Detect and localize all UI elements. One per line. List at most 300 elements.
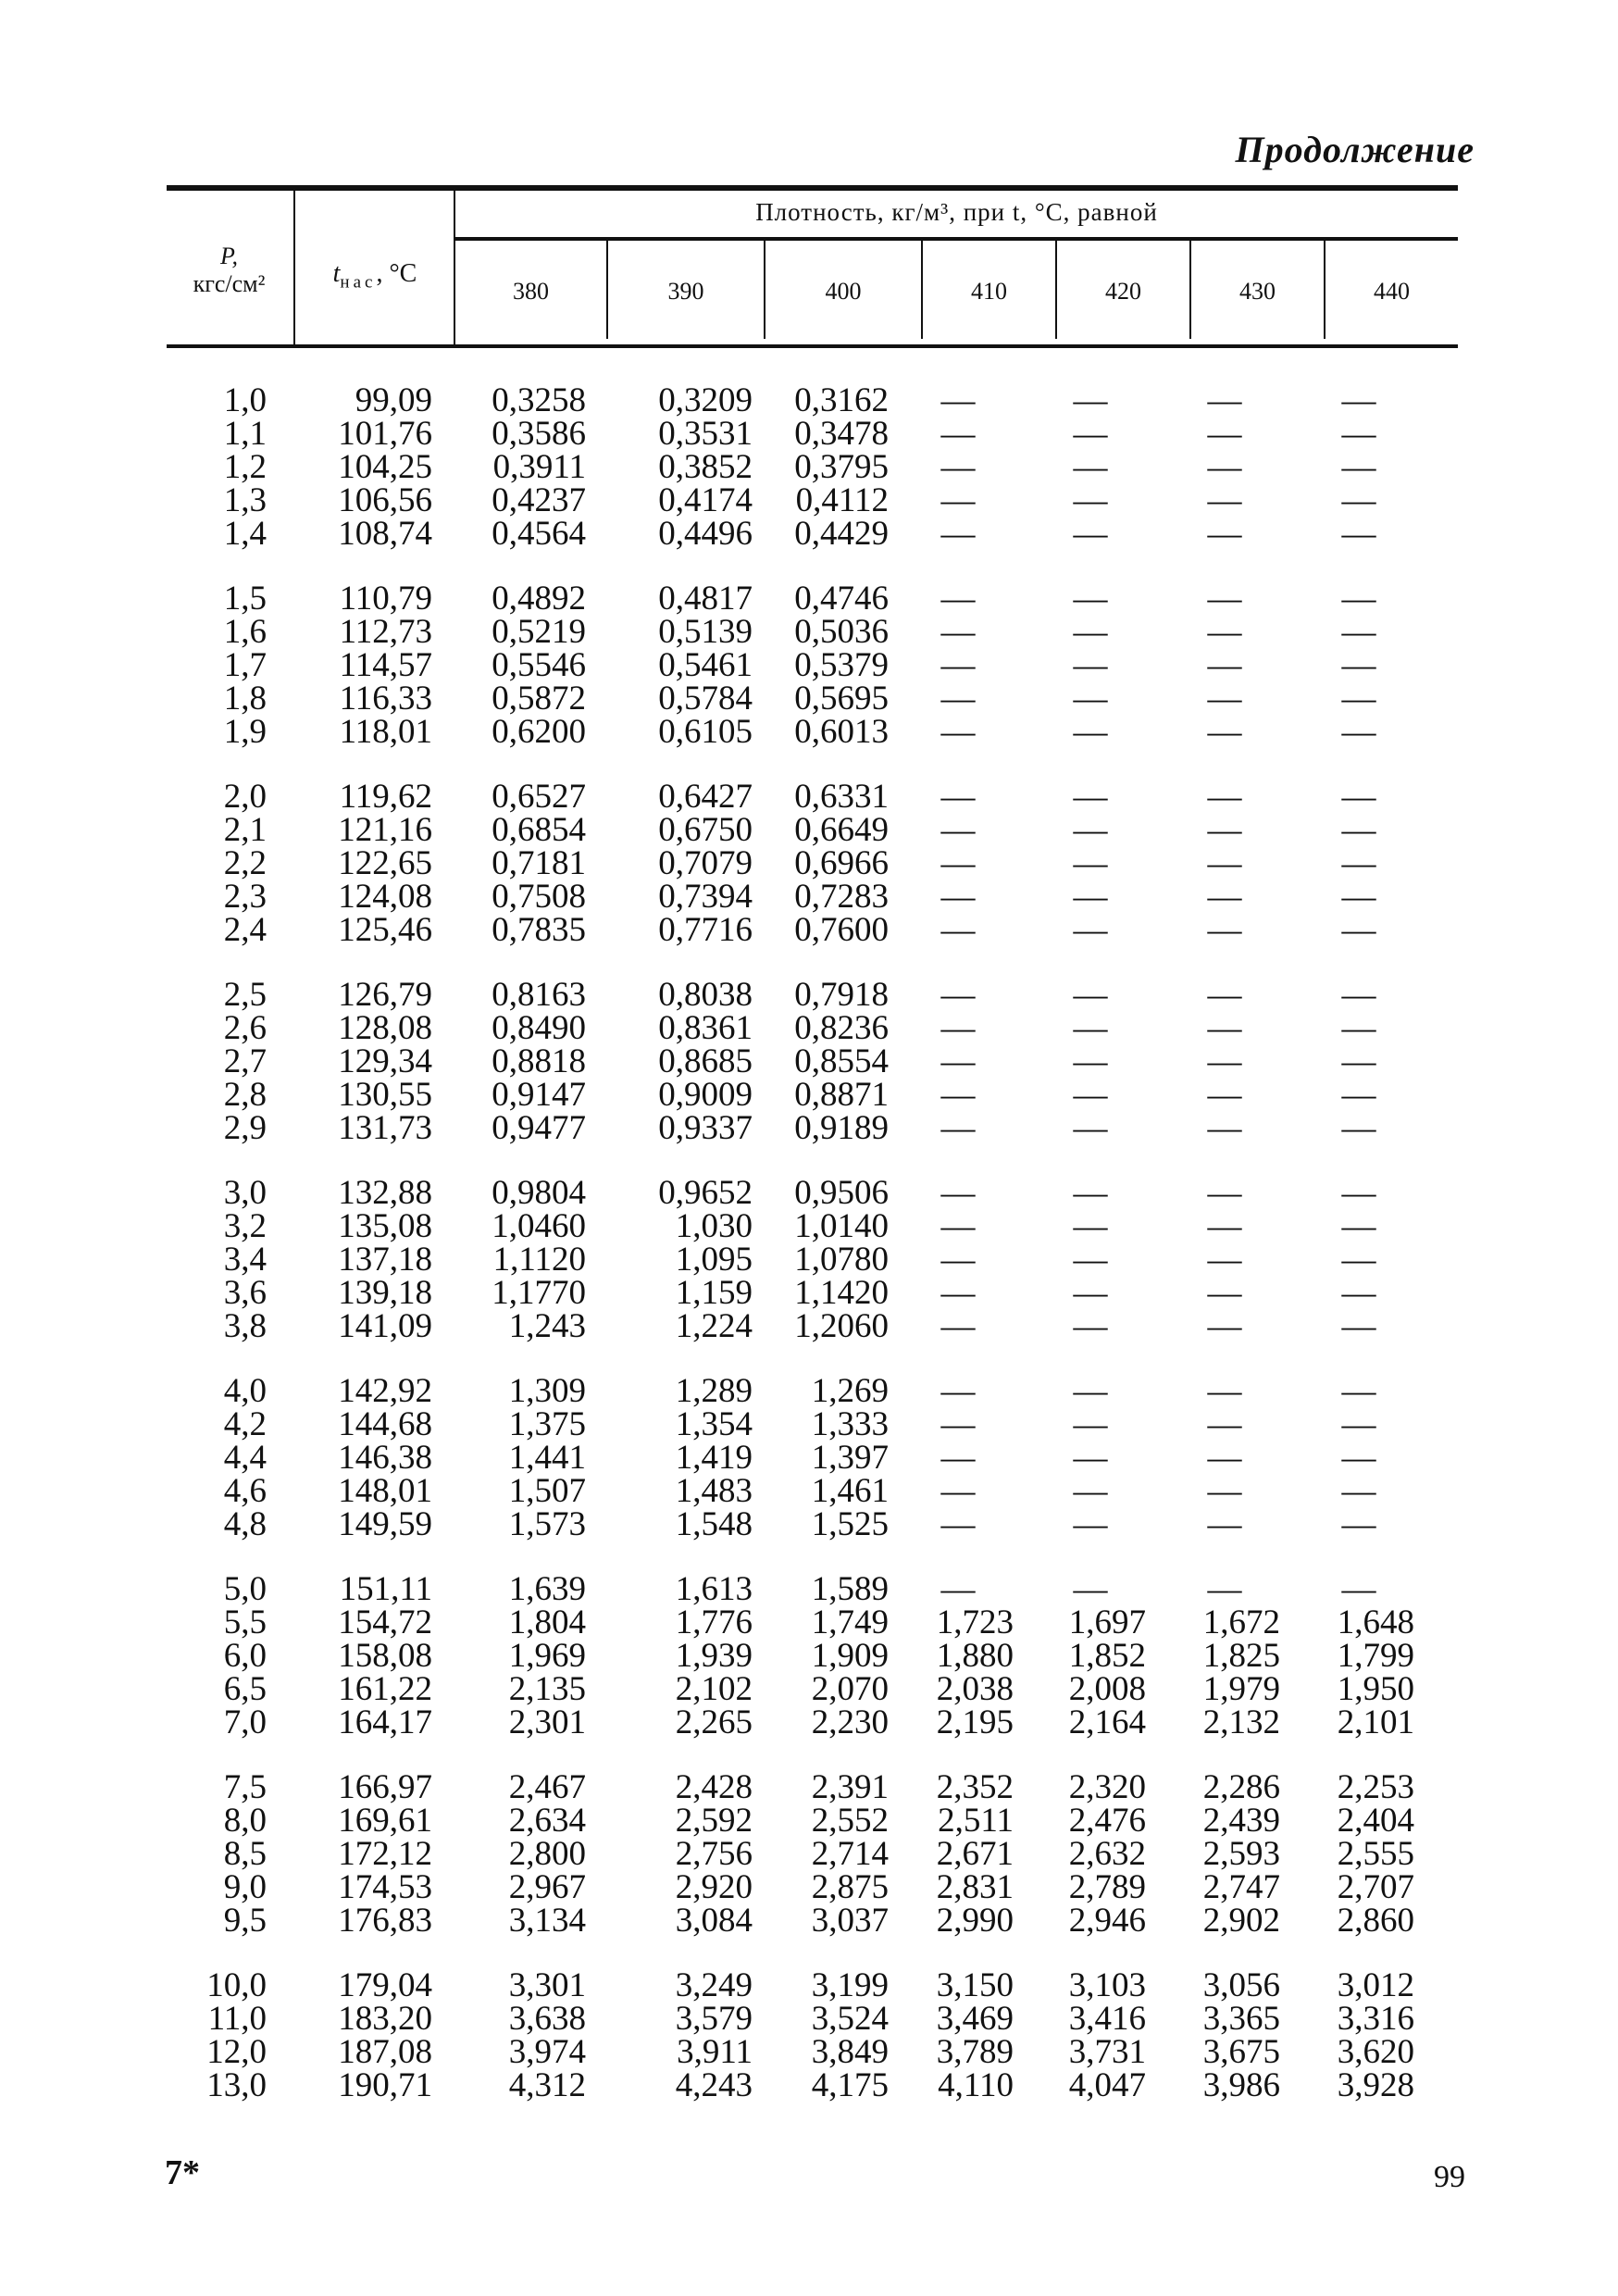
saturation-temp-column-header (296, 259, 454, 293)
table-cell: — (940, 1241, 976, 1279)
row-group (167, 1768, 1458, 1940)
table-cell: — (1341, 1505, 1376, 1543)
table-row (167, 713, 1458, 751)
table-cell: 1,4 (223, 515, 267, 553)
table-cell: 1,6 (223, 613, 267, 651)
table-cell: 3,2 (223, 1207, 267, 1245)
table-cell: 190,71 (338, 2066, 432, 2104)
table-cell: 2,7 (223, 1042, 267, 1080)
temp-header-380: 380 (513, 278, 549, 305)
table-cell: 0,5036 (794, 613, 889, 651)
table-cell: 2,967 (508, 1868, 586, 1906)
table-cell: — (1207, 844, 1242, 882)
table-cell: 122,65 (338, 844, 432, 882)
table-cell: 4,243 (675, 2066, 753, 2104)
table-cell: 0,4564 (492, 515, 586, 553)
table-cell: 0,7181 (492, 844, 586, 882)
temp-header-420: 420 (1105, 278, 1141, 305)
table-cell: — (1207, 1570, 1242, 1608)
table-cell: 166,97 (338, 1768, 432, 1806)
table-cell: — (940, 713, 976, 751)
table-cell: 8,5 (223, 1835, 267, 1873)
table-row (167, 780, 1458, 814)
table-cell: — (1341, 976, 1376, 1014)
table-cell: — (940, 1009, 976, 1047)
row-group (167, 1174, 1458, 1345)
table-cell: 0,4817 (658, 580, 753, 618)
table-cell: 1,799 (1337, 1637, 1414, 1675)
table-cell: 0,6854 (492, 811, 586, 849)
table-row (167, 2000, 1458, 2038)
table-cell: 2,634 (508, 1802, 586, 1840)
density-column-group-header: Плотность, кг/м³, при t, °C, равной (755, 198, 1158, 226)
table-cell: — (1341, 381, 1376, 419)
table-cell: — (940, 1405, 976, 1443)
table-cell: 1,548 (675, 1505, 753, 1543)
table-cell: 0,3586 (492, 415, 586, 453)
table-cell: — (1207, 713, 1242, 751)
table-cell: 2,831 (936, 1868, 1014, 1906)
table-cell: — (940, 811, 976, 849)
table-cell: — (940, 878, 976, 916)
table-cell: 3,911 (677, 2033, 753, 2071)
table-cell: 161,22 (338, 1670, 432, 1708)
table-cell: — (1073, 1174, 1108, 1212)
header-divider (293, 191, 295, 344)
table-cell: — (1341, 1405, 1376, 1443)
table-cell: — (1341, 1570, 1376, 1608)
table-cell: 3,103 (1068, 1966, 1146, 2004)
table-cell: 1,749 (811, 1603, 889, 1641)
table-cell: — (1207, 1472, 1242, 1510)
table-cell: 2,920 (675, 1868, 753, 1906)
table-cell: — (1073, 481, 1108, 519)
table-cell: — (940, 778, 976, 816)
table-cell: 0,3209 (658, 381, 753, 419)
table-cell: 0,3531 (658, 415, 753, 453)
table-cell: 2,552 (811, 1802, 889, 1840)
table-cell: — (1073, 448, 1108, 486)
table-cell: 2,404 (1337, 1802, 1414, 1840)
table-cell: 169,61 (338, 1802, 432, 1840)
table-cell: 5,5 (223, 1603, 267, 1641)
table-cell: 0,9009 (658, 1076, 753, 1114)
table-cell: 124,08 (338, 878, 432, 916)
table-cell: 1,2060 (794, 1307, 889, 1345)
table-cell: 146,38 (338, 1439, 432, 1477)
table-cell: — (1207, 911, 1242, 949)
table-cell: — (1207, 878, 1242, 916)
table-cell: 0,6649 (794, 811, 889, 849)
table-cell: 151,11 (339, 1570, 432, 1608)
table-cell: 0,9477 (492, 1109, 586, 1147)
table-cell: — (1341, 878, 1376, 916)
table-cell: 128,08 (338, 1009, 432, 1047)
table-cell: 6,0 (223, 1637, 267, 1675)
table-cell: 0,3911 (492, 448, 586, 486)
table-cell: — (1073, 778, 1108, 816)
table-cell: 0,8818 (492, 1042, 586, 1080)
table-cell: 3,928 (1337, 2066, 1414, 2104)
table-cell: 0,4237 (492, 481, 586, 519)
table-row (167, 1441, 1458, 1475)
table-cell: — (1073, 1472, 1108, 1510)
table-cell: — (1341, 415, 1376, 453)
table-cell: 3,301 (508, 1966, 586, 2004)
table-cell: 0,9652 (658, 1174, 753, 1212)
table-row (167, 1372, 1458, 1410)
table-row (167, 1637, 1458, 1675)
table-cell: — (1073, 911, 1108, 949)
table-cell: 11,0 (207, 2000, 267, 2038)
table-cell: 3,012 (1337, 1966, 1414, 2004)
table-cell: — (1207, 778, 1242, 816)
table-cell: 0,6013 (794, 713, 889, 751)
table-cell: 1,1770 (492, 1274, 586, 1312)
table-cell: 2,555 (1337, 1835, 1414, 1873)
table-row (167, 1603, 1458, 1641)
table-cell: 2,428 (675, 1768, 753, 1806)
pressure-symbol: P, (219, 243, 239, 269)
table-cell: 1,461 (811, 1472, 889, 1510)
table-cell: 137,18 (338, 1241, 432, 1279)
table-cell: — (1341, 1241, 1376, 1279)
table-cell: 179,04 (338, 1966, 432, 2004)
table-cell: 1,589 (811, 1570, 889, 1608)
table-cell: — (940, 911, 976, 949)
table-cell: 0,7079 (658, 844, 753, 882)
table-cell: 3,579 (675, 2000, 753, 2038)
table-cell: — (940, 976, 976, 1014)
table-row (167, 515, 1458, 553)
table-cell: — (1341, 1076, 1376, 1114)
table-cell: 0,9147 (492, 1076, 586, 1114)
table-row (167, 1868, 1458, 1906)
table-top-rule (167, 185, 1458, 191)
table-cell: 2,860 (1337, 1902, 1414, 1940)
table-cell: 0,6966 (794, 844, 889, 882)
table-cell: 0,5461 (658, 646, 753, 684)
table-cell: 4,175 (811, 2066, 889, 2104)
table-cell: 0,4174 (658, 481, 753, 519)
table-cell: — (940, 1109, 976, 1147)
table-cell: 4,8 (223, 1505, 267, 1543)
table-row (167, 646, 1458, 684)
table-cell: — (940, 1076, 976, 1114)
table-cell: 2,800 (508, 1835, 586, 1873)
table-cell: — (1073, 1439, 1108, 1477)
table-cell: — (1207, 646, 1242, 684)
table-cell: 0,4112 (795, 481, 889, 519)
table-row (167, 1670, 1458, 1708)
table-cell: 3,849 (811, 2033, 889, 2071)
table-cell: — (940, 1207, 976, 1245)
table-cell: 1,375 (508, 1405, 586, 1443)
table-cell: — (1207, 613, 1242, 651)
table-cell: 6,5 (223, 1670, 267, 1708)
table-cell: 0,6750 (658, 811, 753, 849)
table-cell: — (1207, 1405, 1242, 1443)
table-cell: 9,5 (223, 1902, 267, 1940)
table-cell: 0,8490 (492, 1009, 586, 1047)
table-cell: — (940, 1472, 976, 1510)
table-cell: 3,084 (675, 1902, 753, 1940)
row-group (167, 1966, 1458, 2104)
table-cell: 0,3258 (492, 381, 586, 419)
table-cell: — (1207, 1439, 1242, 1477)
row-group (167, 976, 1458, 1147)
table-row (167, 613, 1458, 651)
table-cell: 164,17 (338, 1703, 432, 1741)
table-cell: 8,0 (223, 1802, 267, 1840)
table-cell: — (1073, 713, 1108, 751)
table-cell: — (1073, 1505, 1108, 1543)
table-cell: 3,986 (1202, 2066, 1280, 2104)
table-row (167, 880, 1458, 914)
table-cell: 1,525 (811, 1505, 889, 1543)
table-cell: — (1207, 1009, 1242, 1047)
table-cell: 149,59 (338, 1505, 432, 1543)
table-cell: 2,038 (936, 1670, 1014, 1708)
table-cell: 2,0 (223, 778, 267, 816)
table-cell: — (1207, 1076, 1242, 1114)
table-row (167, 1274, 1458, 1312)
table-cell: 3,0 (223, 1174, 267, 1212)
table-cell: 13,0 (206, 2066, 267, 2104)
table-cell: — (1073, 1405, 1108, 1443)
table-cell: 1,697 (1068, 1603, 1146, 1641)
table-cell: 0,3162 (794, 381, 889, 419)
table-cell: — (940, 415, 976, 453)
table-cell: 172,12 (338, 1835, 432, 1873)
table-cell: 2,439 (1202, 1802, 1280, 1840)
continued-label: Продолжение (1235, 129, 1475, 170)
table-cell: — (1073, 1274, 1108, 1312)
table-cell: 2,391 (811, 1768, 889, 1806)
table-cell: 106,56 (338, 481, 432, 519)
table-cell: 0,6527 (492, 778, 586, 816)
table-cell: 176,83 (338, 1902, 432, 1940)
table-cell: — (1207, 415, 1242, 453)
table-cell: 104,25 (338, 448, 432, 486)
table-row (167, 481, 1458, 519)
table-row (167, 415, 1458, 453)
table-cell: 7,5 (223, 1768, 267, 1806)
table-cell: 1,573 (508, 1505, 586, 1543)
table-cell: 0,5379 (794, 646, 889, 684)
pressure-unit: кгс/см² (193, 270, 266, 297)
table-cell: 0,9804 (492, 1174, 586, 1212)
table-row (167, 381, 1458, 419)
header-bottom-rule (167, 344, 1458, 348)
table-cell: — (1207, 1174, 1242, 1212)
table-cell: 4,110 (938, 2066, 1014, 2104)
table-cell: — (940, 448, 976, 486)
table-cell: 3,134 (508, 1902, 586, 1940)
table-cell: 3,974 (508, 2033, 586, 2071)
table-cell: — (1073, 1372, 1108, 1410)
table-cell: 3,620 (1337, 2033, 1414, 2071)
table-cell: 0,5695 (794, 680, 889, 718)
table-row (167, 448, 1458, 486)
table-cell: — (1341, 1439, 1376, 1477)
table-row (167, 2066, 1458, 2104)
table-cell: 0,7918 (794, 976, 889, 1014)
table-cell: 144,68 (338, 1405, 432, 1443)
table-cell: 1,7 (223, 646, 267, 684)
table-cell: — (1207, 1042, 1242, 1080)
table-cell: — (1073, 811, 1108, 849)
table-cell: 158,08 (338, 1637, 432, 1675)
table-row (167, 1174, 1458, 1212)
table-cell: 148,01 (338, 1472, 432, 1510)
table-cell: — (1341, 778, 1376, 816)
table-row (167, 2033, 1458, 2071)
table-cell: 1,950 (1337, 1670, 1414, 1708)
table-cell: — (1341, 481, 1376, 519)
temp-header-410: 410 (971, 278, 1007, 305)
pressure-column-header (167, 243, 292, 298)
table-cell: 2,1 (223, 811, 267, 849)
table-cell: — (1073, 1042, 1108, 1080)
table-cell: 132,88 (338, 1174, 432, 1212)
table-cell: — (1207, 515, 1242, 553)
table-cell: — (940, 646, 976, 684)
table-cell: 2,511 (938, 1802, 1014, 1840)
table-cell: 2,102 (675, 1670, 753, 1708)
table-cell: 2,2 (223, 844, 267, 882)
table-cell: — (940, 1439, 976, 1477)
page-number: 99 (1434, 2160, 1465, 2194)
table-cell: — (1073, 680, 1108, 718)
table-cell: — (1341, 1109, 1376, 1147)
table-cell: 3,469 (936, 2000, 1014, 2038)
table-row (167, 1768, 1458, 1806)
table-cell: — (1073, 1109, 1108, 1147)
table-cell: 1,852 (1068, 1637, 1146, 1675)
table-cell: 2,671 (936, 1835, 1014, 1873)
table-cell: 1,648 (1337, 1603, 1414, 1641)
table-cell: 110,79 (339, 580, 432, 618)
table-cell: 1,159 (675, 1274, 753, 1312)
table-cell: 1,397 (811, 1439, 889, 1477)
table-cell: 4,0 (223, 1372, 267, 1410)
table-cell: 2,320 (1068, 1768, 1146, 1806)
temp-header-400: 400 (825, 278, 862, 305)
table-row (167, 1804, 1458, 1838)
table-row (167, 1472, 1458, 1510)
table-cell: 131,73 (338, 1109, 432, 1147)
table-cell: 3,199 (811, 1966, 889, 2004)
table-cell: 0,6331 (794, 778, 889, 816)
table-cell: — (940, 1042, 976, 1080)
table-cell: 1,9 (223, 713, 267, 751)
table-cell: — (1341, 646, 1376, 684)
table-cell: 0,9506 (794, 1174, 889, 1212)
table-cell: 3,8 (223, 1307, 267, 1345)
table-cell: 3,789 (936, 2033, 1014, 2071)
table-cell: 0,5219 (492, 613, 586, 651)
table-cell: 5,0 (223, 1570, 267, 1608)
table-cell: 118,01 (339, 713, 432, 751)
table-cell: 139,18 (338, 1274, 432, 1312)
table-cell: 3,416 (1068, 2000, 1146, 2038)
table-cell: 2,301 (508, 1703, 586, 1741)
table-cell: — (1073, 878, 1108, 916)
table-cell: 4,2 (223, 1405, 267, 1443)
row-group (167, 381, 1458, 553)
table-cell: 2,946 (1068, 1902, 1146, 1940)
table-cell: 1,8 (223, 680, 267, 718)
table-cell: 2,253 (1337, 1768, 1414, 1806)
table-cell: 1,1120 (492, 1241, 586, 1279)
table-cell: 2,070 (811, 1670, 889, 1708)
table-cell: 0,8236 (794, 1009, 889, 1047)
table-cell: 1,613 (675, 1570, 753, 1608)
table-cell: 1,880 (936, 1637, 1014, 1675)
density-table (167, 185, 1458, 2129)
table-cell: 1,0780 (794, 1241, 889, 1279)
temp-symbol: t (332, 259, 341, 288)
row-group (167, 1570, 1458, 1741)
table-cell: 2,135 (508, 1670, 586, 1708)
signature-mark: 7* (165, 2153, 200, 2192)
table-cell: 135,08 (338, 1207, 432, 1245)
table-cell: 2,8 (223, 1076, 267, 1114)
table-cell: — (940, 381, 976, 419)
table-cell: 1,224 (675, 1307, 753, 1345)
table-cell: 154,72 (338, 1603, 432, 1641)
table-body (167, 381, 1458, 2134)
table-cell: — (1207, 976, 1242, 1014)
table-cell: — (1341, 1307, 1376, 1345)
table-row (167, 1703, 1458, 1741)
table-cell: 2,714 (811, 1835, 889, 1873)
table-cell: — (1207, 381, 1242, 419)
table-cell: 1,1 (223, 415, 267, 453)
table-cell: — (940, 1174, 976, 1212)
table-cell: 0,5872 (492, 680, 586, 718)
table-cell: 2,902 (1202, 1902, 1280, 1940)
table-cell: 0,3795 (794, 448, 889, 486)
table-cell: 129,34 (338, 1042, 432, 1080)
table-cell: 0,9189 (794, 1109, 889, 1147)
table-cell: 2,008 (1068, 1670, 1146, 1708)
temp-header-390: 390 (667, 278, 704, 305)
table-cell: 0,5546 (492, 646, 586, 684)
table-cell: 3,638 (508, 2000, 586, 2038)
table-cell: — (940, 515, 976, 553)
table-cell: 114,57 (339, 646, 432, 684)
table-cell: 2,747 (1202, 1868, 1280, 1906)
table-cell: 0,8685 (658, 1042, 753, 1080)
table-cell: 1,639 (508, 1570, 586, 1608)
table-cell: — (1341, 580, 1376, 618)
table-cell: — (940, 1570, 976, 1608)
row-group (167, 582, 1458, 749)
table-cell: 1,269 (811, 1372, 889, 1410)
table-cell: 2,593 (1202, 1835, 1280, 1873)
table-cell: 1,0460 (492, 1207, 586, 1245)
table-cell: 9,0 (223, 1868, 267, 1906)
table-cell: 1,030 (675, 1207, 753, 1245)
table-cell: — (1073, 1076, 1108, 1114)
table-cell: — (940, 1505, 976, 1543)
table-cell: 3,524 (811, 2000, 889, 2038)
table-row (167, 1243, 1458, 1277)
table-cell: 1,309 (508, 1372, 586, 1410)
table-cell: 2,632 (1068, 1835, 1146, 1873)
